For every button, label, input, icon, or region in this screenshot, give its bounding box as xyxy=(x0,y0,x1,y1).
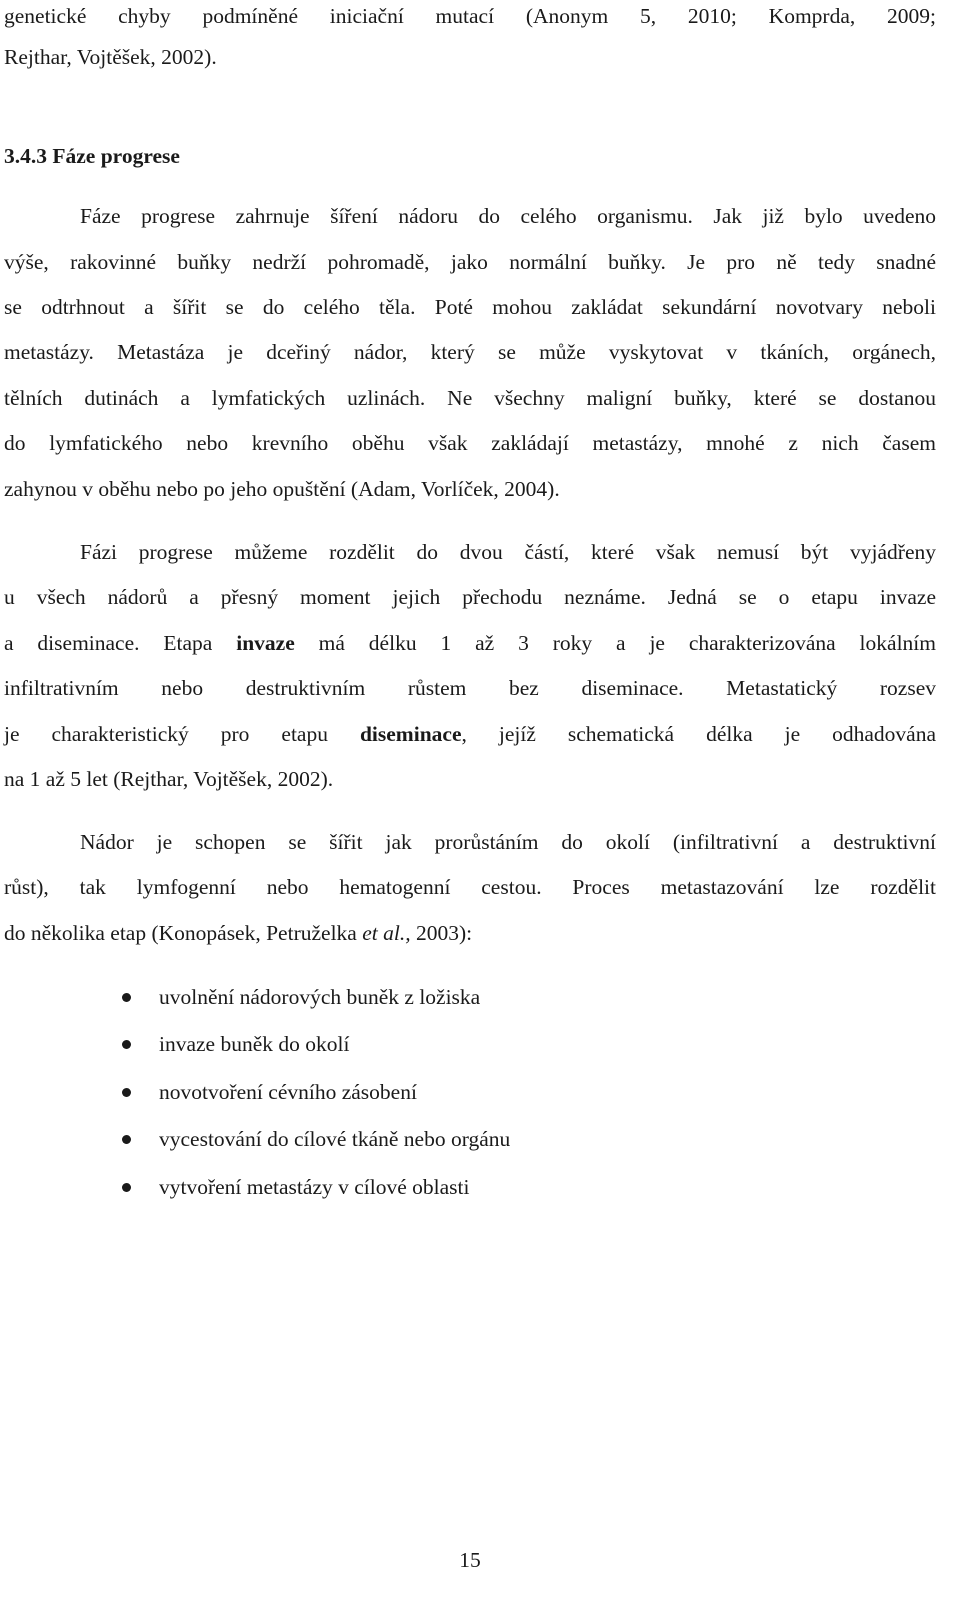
paragraph-line: na 1 až 5 let (Rejthar, Vojtěšek, 2002). xyxy=(4,767,334,791)
paragraph-line: do lymfatického nebo krevního oběhu však zakládají metastázy, mnohé z nich časem xyxy=(4,431,936,455)
list-item-text: novotvoření cévního zásobení xyxy=(159,1080,417,1104)
paragraph-line: tělních dutinách a lymfatických uzlinách. Ne všechny maligní buňky, které se dostanou xyxy=(4,386,936,410)
paragraph-line: zahynou v oběhu nebo po jeho opuštění (Adam, Vorlíček, 2004). xyxy=(4,477,560,501)
page-number: 15 xyxy=(459,1548,481,1572)
text-run: je charakteristický pro etapu xyxy=(4,722,360,746)
paragraph-line: Fázi progrese můžeme rozdělit do dvou částí, které však nemusí být vyjádřeny xyxy=(80,540,936,564)
list-item xyxy=(122,982,480,1012)
paragraph-line xyxy=(4,918,936,948)
bullet-icon xyxy=(122,1040,131,1049)
text-run: do několika etap (Konopásek, Petruželka xyxy=(4,921,363,945)
list-item-text: invaze buněk do okolí xyxy=(159,1032,350,1056)
paragraph-line xyxy=(4,719,936,749)
list-item-text: uvolnění nádorových buněk z ložiska xyxy=(159,985,481,1009)
paragraph-line: výše, rakovinné buňky nedrží pohromadě, jako normální buňky. Je pro ně tedy snadné xyxy=(4,250,936,274)
text-run: , jejíž schematická délka je odhadována xyxy=(461,722,936,746)
paragraph-line: Fáze progrese zahrnuje šíření nádoru do celého organismu. Jak již bylo uvedeno xyxy=(80,204,936,228)
list-item-text: vycestování do cílové tkáně nebo orgánu xyxy=(159,1127,511,1151)
text-run: má délku 1 až 3 roky a je charakterizována lokálním xyxy=(294,631,936,655)
paragraph-line: infiltrativním nebo destruktivním růstem bez diseminace. Metastatický rozsev xyxy=(4,676,936,700)
list-item xyxy=(122,1124,510,1154)
list-item-text: vytvoření metastázy v cílové oblasti xyxy=(159,1175,470,1199)
list-item xyxy=(122,1077,417,1107)
paragraph-line: genetické chyby podmíněné iniciační mutací (Anonym 5, 2010; Komprda, 2009; xyxy=(4,4,936,28)
list-item xyxy=(122,1172,469,1202)
bold-term-diseminace: diseminace xyxy=(359,722,462,746)
paragraph-line: růst), tak lymfogenní nebo hematogenní cestou. Proces metastazování lze rozdělit xyxy=(4,875,936,899)
section-heading: 3.4.3 Fáze progrese xyxy=(4,144,180,168)
paragraph-line xyxy=(4,628,936,658)
text-run: 2003): xyxy=(410,921,473,945)
paragraph-line: u všech nádorů a přesný moment jejich přechodu neznáme. Jedná se o etapu invaze xyxy=(4,585,936,609)
italic-et-al: et al., xyxy=(362,921,411,945)
paragraph-line: metastázy. Metastáza je dceřiný nádor, který se může vyskytovat v tkáních, orgánech, xyxy=(4,340,936,364)
bold-term-invaze: invaze xyxy=(236,631,295,655)
list-item xyxy=(122,1029,349,1059)
text-run: a diseminace. Etapa xyxy=(4,631,237,655)
bullet-icon xyxy=(122,993,131,1002)
bullet-icon xyxy=(122,1183,131,1192)
bullet-icon xyxy=(122,1135,131,1144)
paragraph-line: Rejthar, Vojtěšek, 2002). xyxy=(4,45,217,69)
bullet-icon xyxy=(122,1088,131,1097)
paragraph-line: se odtrhnout a šířit se do celého těla. Poté mohou zakládat sekundární novotvary neboli xyxy=(4,295,936,319)
paragraph-line: Nádor je schopen se šířit jak prorůstáním do okolí (infiltrativní a destruktivní xyxy=(80,830,936,854)
